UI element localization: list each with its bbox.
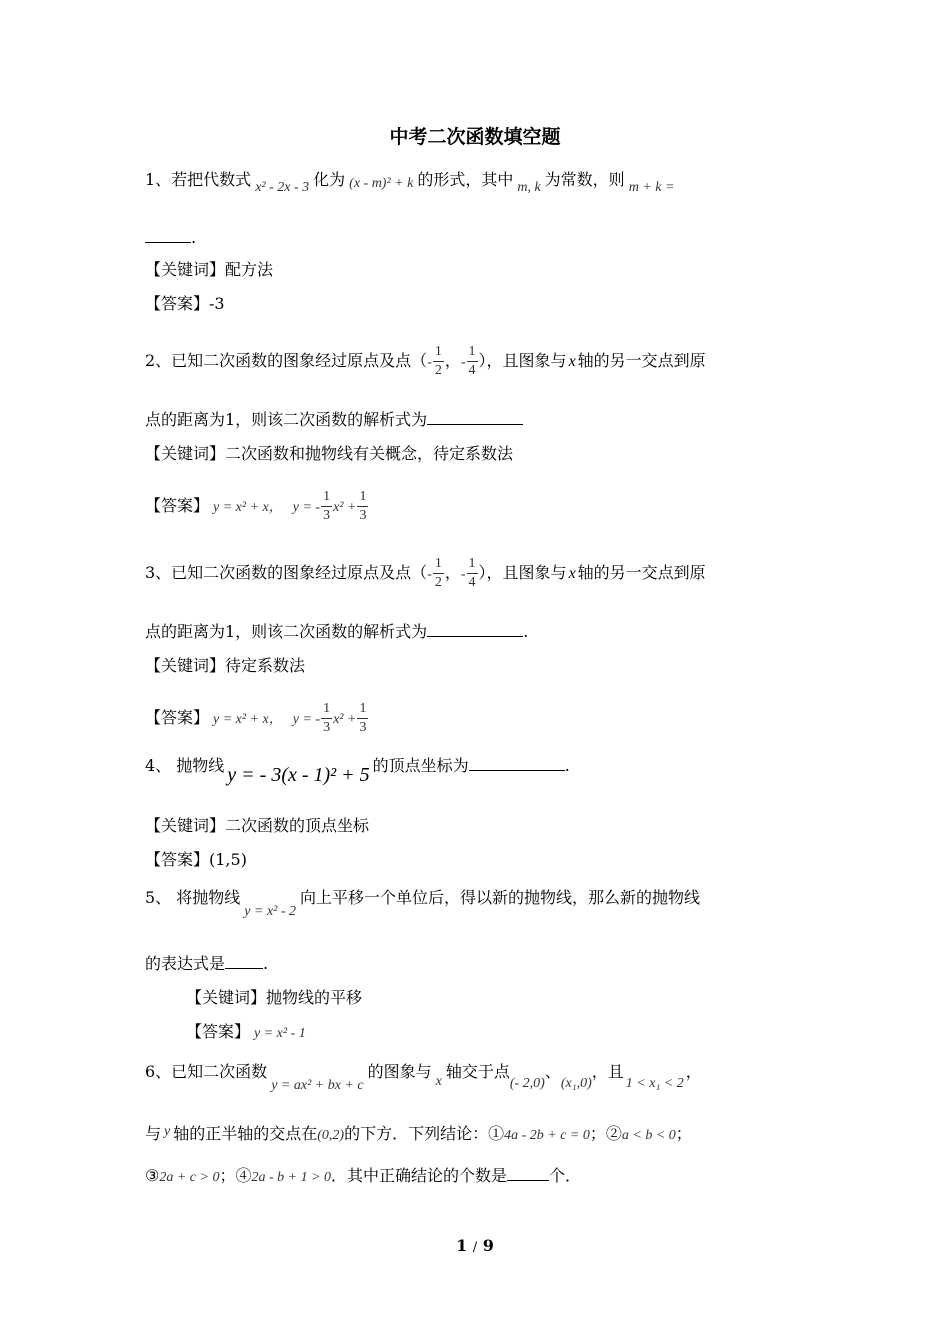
- q6-expr-9: 2a - b + 1 > 0: [251, 1170, 332, 1185]
- q4-expr: y = - 3(x - 1)² + 5: [227, 764, 370, 786]
- q1-text-c: 的形式，其中: [417, 170, 514, 189]
- q3-text-a: 3、已知二次函数的图象经过原点及点（: [145, 563, 428, 582]
- q2-answer-expr-2: y = -: [292, 500, 321, 515]
- q3-frac2-den: 4: [468, 575, 476, 590]
- q6-var-y: y: [164, 1124, 171, 1139]
- q4-answer: 【答案】(1,5): [145, 850, 247, 869]
- q2-keyword: 【关键词】二次函数和抛物线有关概念，待定系数法: [145, 444, 514, 463]
- q3-frac1-den: 2: [434, 575, 442, 590]
- q6-expr-7: a < b < 0: [621, 1128, 676, 1143]
- q1-text-a: 1、若把代数式: [145, 170, 252, 189]
- q3-text-c: 轴的另一交点到原: [577, 563, 706, 582]
- q1-expr-1: x² - 2x - 3: [255, 180, 310, 195]
- q5-text-b: 向上平移一个单位后，得以新的抛物线，那么新的抛物线: [300, 888, 701, 907]
- q6-text-a: 6、已知二次函数: [145, 1062, 268, 1081]
- q2-fraction-1: [433, 343, 444, 380]
- q2-var-x: x: [568, 353, 576, 370]
- q3-answer-fraction-2: [357, 700, 368, 737]
- q2-answer-label: 【答案】: [145, 496, 210, 515]
- q6-expr-3: (x₁,0): [560, 1076, 592, 1091]
- q3-answer-expr-2: y = -: [292, 712, 321, 727]
- q3-line2-text: 点的距离为1，则该二次函数的解析式为: [145, 622, 428, 641]
- q6-expr-1: y = ax² + bx + c: [271, 1078, 364, 1093]
- q2-answer: [145, 488, 369, 525]
- q2-answer-fraction-1: [321, 488, 332, 525]
- q6-expr-2: (- 2,0): [509, 1076, 545, 1091]
- q3-answer-label: 【答案】: [145, 708, 210, 727]
- q5-expr: y = x² - 2: [244, 904, 297, 919]
- q2-neg-1: -: [427, 355, 432, 370]
- q1-tail: .: [191, 228, 197, 247]
- q3-tail: .: [523, 622, 529, 641]
- q3-answer-expr-3: x² +: [333, 712, 357, 727]
- q3-neg-1: -: [427, 567, 432, 582]
- q2-text-a: 2、已知二次函数的图象经过原点及点（: [145, 351, 428, 370]
- q5-line2-text: 的表达式是: [145, 954, 226, 973]
- q1-answer-line: [145, 224, 196, 250]
- q3-answer-expr-1: y = x² + x，: [213, 712, 283, 727]
- q4-keyword: 【关键词】二次函数的顶点坐标: [145, 816, 370, 835]
- q5-tail: .: [263, 954, 269, 973]
- q2-answer-fraction-2: [357, 488, 368, 525]
- q6-blank: [507, 1162, 549, 1181]
- q1-keyword: 【关键词】配方法: [145, 260, 274, 279]
- q6-text-b: 的图象与: [367, 1062, 432, 1081]
- q3-var-x: x: [568, 565, 576, 582]
- q6-l2-text-b: 轴的正半轴的交点在: [173, 1124, 318, 1143]
- q5-keyword: 【关键词】抛物线的平移: [186, 988, 363, 1007]
- q2-frac1-den: 2: [434, 363, 442, 378]
- q2-frac1-num: 1: [433, 343, 444, 362]
- q4-blank: [469, 752, 565, 771]
- q4-text-b: 的顶点坐标为: [372, 756, 469, 775]
- q5-blank: [225, 950, 263, 969]
- q6-l3-text-b: ；④: [219, 1166, 252, 1185]
- q1-expr-3: m, k: [517, 180, 541, 195]
- q4-tail: .: [564, 756, 570, 775]
- question-3: [145, 555, 706, 592]
- q6-text-f: ，: [685, 1062, 702, 1081]
- q3-fraction-1: [433, 555, 444, 592]
- question-2: [145, 343, 706, 380]
- question-5: [145, 886, 701, 919]
- q2-ans-frac2-num: 1: [357, 488, 368, 507]
- q6-expr-6: 4a - 2b + c = 0: [504, 1128, 590, 1143]
- q2-ans-frac1-den: 3: [323, 508, 331, 523]
- q6-expr-8: 2a + c > 0: [159, 1170, 220, 1185]
- page-number: [0, 1236, 950, 1255]
- question-5-line-2: [145, 950, 268, 976]
- q6-expr-4: 1 < x₁ < 2: [625, 1076, 684, 1091]
- q1-text-d: 为常数，则: [544, 170, 625, 189]
- q3-keyword: 【关键词】待定系数法: [145, 656, 306, 675]
- q1-answer: 【答案】-3: [145, 294, 225, 313]
- q6-l2-text-d: ；②: [589, 1124, 622, 1143]
- q6-l2-text-e: ；: [675, 1124, 692, 1143]
- question-6-line-3: [145, 1162, 581, 1190]
- q3-neg-2: -: [460, 567, 466, 582]
- page-total: 9: [482, 1236, 494, 1255]
- q6-expr-5: (0,2): [317, 1128, 345, 1143]
- q2-ans-frac1-num: 1: [321, 488, 332, 507]
- q2-text-c: 轴的另一交点到原: [577, 351, 706, 370]
- q6-var-x: x: [435, 1074, 442, 1089]
- q3-answer-fraction-1: [321, 700, 332, 737]
- q3-ans-frac1-num: 1: [321, 700, 332, 719]
- q6-l2-text-a: 与: [145, 1124, 162, 1143]
- q2-text-b: ），且图象与: [478, 351, 567, 370]
- q3-answer: [145, 700, 369, 737]
- q6-l3-text-a: ③: [145, 1166, 160, 1185]
- q3-blank: [427, 618, 523, 637]
- q3-text-b: ），且图象与: [478, 563, 567, 582]
- q1-text-b: 化为: [313, 170, 346, 189]
- question-6: [145, 1060, 702, 1093]
- page-title: 中考二次函数填空题: [389, 126, 561, 148]
- q3-frac1-num: 1: [433, 555, 444, 574]
- q2-blank: [427, 406, 523, 425]
- q5-answer-expr: y = x² - 1: [254, 1026, 306, 1041]
- page-separator: /: [472, 1240, 478, 1255]
- q3-ans-frac1-den: 3: [323, 720, 331, 735]
- q3-ans-frac2-den: 3: [359, 720, 367, 735]
- q5-text-a: 5、 将抛物线: [145, 888, 241, 907]
- q6-text-d: 、: [544, 1062, 561, 1081]
- q2-frac2-den: 4: [468, 363, 476, 378]
- q3-frac2-num: 1: [467, 555, 478, 574]
- question-3-line-2: [145, 618, 528, 644]
- q3-fraction-2: [467, 555, 478, 592]
- page-current: 1: [456, 1236, 468, 1255]
- question-1: [145, 168, 678, 194]
- q2-answer-expr-1: y = x² + x，: [213, 500, 283, 515]
- q6-l2-text-c: 的下方．下列结论：①: [344, 1124, 505, 1143]
- q1-expr-4: m + k =: [628, 180, 675, 195]
- q4-text-a: 4、 抛物线: [145, 756, 225, 775]
- q3-ans-frac2-num: 1: [357, 700, 368, 719]
- q2-ans-frac2-den: 3: [359, 508, 367, 523]
- q2-fraction-2: [467, 343, 478, 380]
- question-2-line-2: [145, 406, 523, 432]
- question-6-line-2: [145, 1122, 692, 1148]
- question-4: [145, 752, 570, 786]
- q3-sep: ，: [444, 563, 461, 582]
- q6-text-e: ，且: [591, 1062, 624, 1081]
- q2-answer-expr-3: x² +: [333, 500, 357, 515]
- q2-line2-text: 点的距离为1，则该二次函数的解析式为: [145, 410, 428, 429]
- q2-neg-2: -: [460, 355, 466, 370]
- q1-expr-2: (x - m)² + k: [349, 176, 414, 191]
- q6-l3-text-c: ．其中正确结论的个数是: [331, 1166, 508, 1185]
- q2-sep: ，: [444, 351, 461, 370]
- q5-answer: [186, 1020, 306, 1046]
- q6-text-c: 轴交于点: [445, 1062, 510, 1081]
- q6-l3-text-d: 个．: [549, 1166, 582, 1185]
- q1-blank: [145, 224, 191, 243]
- q5-answer-label: 【答案】: [186, 1022, 251, 1041]
- q2-frac2-num: 1: [467, 343, 478, 362]
